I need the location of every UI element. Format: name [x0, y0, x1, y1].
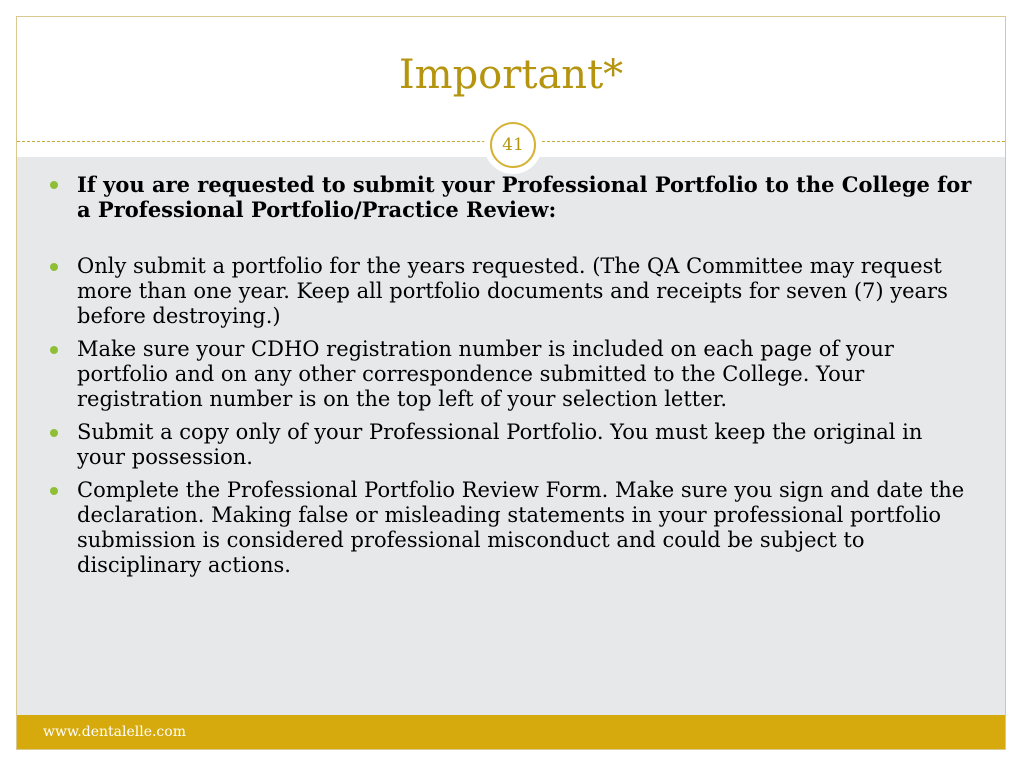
bullet-dot-icon [50, 263, 58, 271]
slide-title: Important* [398, 52, 624, 98]
bullet-text: Only submit a portfolio for the years requested. (The QA Committee may request more than one year. Keep all portfolio documents and receipts for seven (7) years before destroying.) [77, 254, 948, 328]
bullet-dot-icon [50, 487, 58, 495]
page-number-badge [484, 116, 542, 174]
bullet-text: Submit a copy only of your Professional Portfolio. You must keep the original in your possession. [77, 420, 923, 469]
bullet-dot-icon [50, 346, 58, 354]
footer-bar [17, 715, 1005, 750]
footer-url[interactable]: www.dentalelle.com [43, 724, 186, 740]
bullet-item [47, 337, 972, 412]
slide [16, 16, 1006, 750]
bullet-item [47, 478, 972, 578]
bullet-list [47, 172, 972, 586]
bullet-text: If you are requested to submit your Professional Portfolio to the College for a Professional Portfolio/Practice Review: [77, 172, 972, 222]
bullet-dot-icon [50, 429, 58, 437]
bullet-dot-icon [50, 181, 58, 189]
bullet-text: Complete the Professional Portfolio Review Form. Make sure you sign and date the declaration. Making false or misleading statements in your professional portfolio submission is considered professional misconduct and could be subject to disciplinary actions. [77, 478, 965, 577]
bullet-text: Make sure your CDHO registration number is included on each page of your portfolio and on any other correspondence submitted to the College. Your registration number is on the top left of your selection letter. [77, 337, 894, 411]
page-number: 41 [490, 122, 536, 168]
bullet-item [47, 420, 972, 470]
bullet-item [47, 254, 972, 329]
bullet-item [47, 172, 972, 222]
